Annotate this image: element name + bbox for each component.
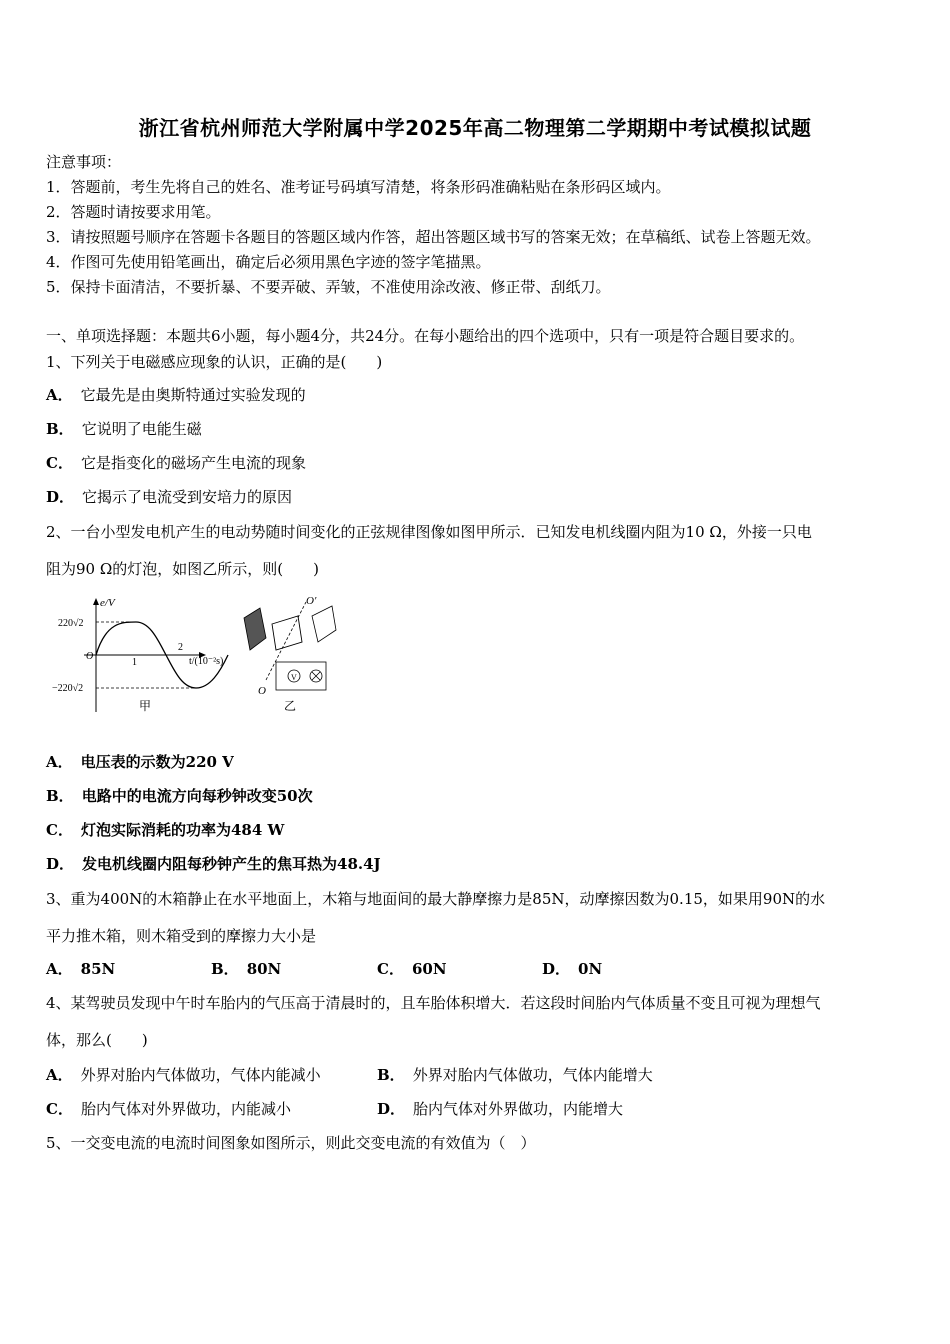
y-neg-tick: −220√2: [52, 683, 84, 694]
origin-label: O: [86, 651, 94, 662]
q2-figure: [44, 592, 354, 726]
y-pos-tick: 220√2: [58, 618, 84, 629]
x-axis-label: t/(10⁻²s): [189, 656, 224, 667]
q3-option-a: A． 85N: [46, 960, 116, 978]
tick-2: 2: [178, 642, 183, 653]
q4-stem-line1: 4、某驾驶员发现中午时车胎内的气压高于清晨时的，且车胎体积增大．若这段时间胎内气体质量不变且可视为理想气: [46, 994, 821, 1012]
generator-yi: [244, 595, 336, 713]
q4-option-a: A． 外界对胎内气体做功，气体内能减小: [46, 1066, 321, 1084]
q2-stem-line2: 阻为90 Ω的灯泡，如图乙所示，则( ): [46, 560, 319, 578]
section-heading: 一、单项选择题：本题共6小题，每小题4分，共24分。在每小题给出的四个选项中，只有一项是符合题目要求的。: [46, 327, 805, 345]
q2-option-a: A． 电压表的示数为220 V: [46, 753, 234, 771]
tick-1: 1: [132, 657, 137, 668]
graph-jia: [52, 597, 228, 713]
q2-stem-line1: 2、一台小型发电机产生的电动势随时间变化的正弦规律图像如图甲所示．已知发电机线圈内阻为10 Ω，外接一只电: [46, 523, 812, 541]
coil: [272, 616, 302, 650]
rotation-axis: [266, 602, 306, 680]
axis-bottom-label: O: [258, 685, 266, 697]
y-axis-label: e/V: [100, 597, 115, 609]
q1-option-d: D． 它揭示了电流受到安培力的原因: [46, 488, 293, 506]
notice-heading: 注意事项：: [46, 153, 122, 171]
q1-stem: 1、下列关于电磁感应现象的认识，正确的是( ): [46, 353, 383, 371]
q4-stem-line2: 体，那么( ): [46, 1031, 148, 1049]
q2-option-b: B． 电路中的电流方向每秒钟改变50次: [46, 787, 313, 805]
q3-option-c: C． 60N: [377, 960, 447, 978]
q1-option-a: A． 它最先是由奥斯特通过实验发现的: [46, 386, 306, 404]
notice-item-4: 4．作图可先使用铅笔画出，确定后必须用黑色字迹的签字笔描黑。: [46, 253, 491, 271]
voltmeter-label: V: [291, 673, 297, 682]
page-title: 浙江省杭州师范大学附属中学2025年高二物理第二学期期中考试模拟试题: [138, 116, 812, 140]
q3-stem-line2: 平力推木箱，则木箱受到的摩擦力大小是: [46, 927, 317, 945]
axis-top-label: O′: [306, 595, 317, 607]
y-axis-arrow: [93, 598, 99, 605]
q4-option-d: D． 胎内气体对外界做功，内能增大: [377, 1100, 624, 1118]
magnet-north: [244, 608, 266, 650]
q4-option-b: B． 外界对胎内气体做功，气体内能增大: [377, 1066, 653, 1084]
q3-option-b: B． 80N: [211, 960, 282, 978]
q2-option-c: C． 灯泡实际消耗的功率为484 W: [46, 821, 285, 839]
q3-stem-line1: 3、重为400N的木箱静止在水平地面上，木箱与地面间的最大静摩擦力是85N，动摩擦因数为0.15，如果用90N的水: [46, 890, 826, 908]
notice-item-2: 2．答题时请按要求用笔。: [46, 203, 221, 221]
q1-option-c: C． 它是指变化的磁场产生电流的现象: [46, 454, 306, 472]
notice-item-1: 1．答题前，考生先将自己的姓名、准考证号码填写清楚，将条形码准确粘贴在条形码区域内。: [46, 178, 671, 196]
q5-stem: 5、一交变电流的电流时间图象如图所示，则此交变电流的有效值为（ ）: [46, 1134, 536, 1152]
q2-option-d: D． 发电机线圈内阻每秒钟产生的焦耳热为48.4J: [46, 855, 381, 873]
notice-item-5: 5．保持卡面清洁，不要折暴、不要弄破、弄皱，不准使用涂改液、修正带、刮纸刀。: [46, 278, 611, 296]
q4-option-c: C． 胎内气体对外界做功，内能减小: [46, 1100, 291, 1118]
caption-yi: 乙: [284, 699, 297, 713]
caption-jia: 甲: [139, 699, 152, 713]
magnet-south: [312, 606, 336, 642]
q1-option-b: B． 它说明了电能生磁: [46, 420, 202, 438]
notice-item-3: 3．请按照题号顺序在答题卡各题目的答题区域内作答，超出答题区域书写的答案无效；在草稿纸、试卷上答题无效。: [46, 228, 821, 246]
q3-option-d: D． 0N: [542, 960, 603, 978]
